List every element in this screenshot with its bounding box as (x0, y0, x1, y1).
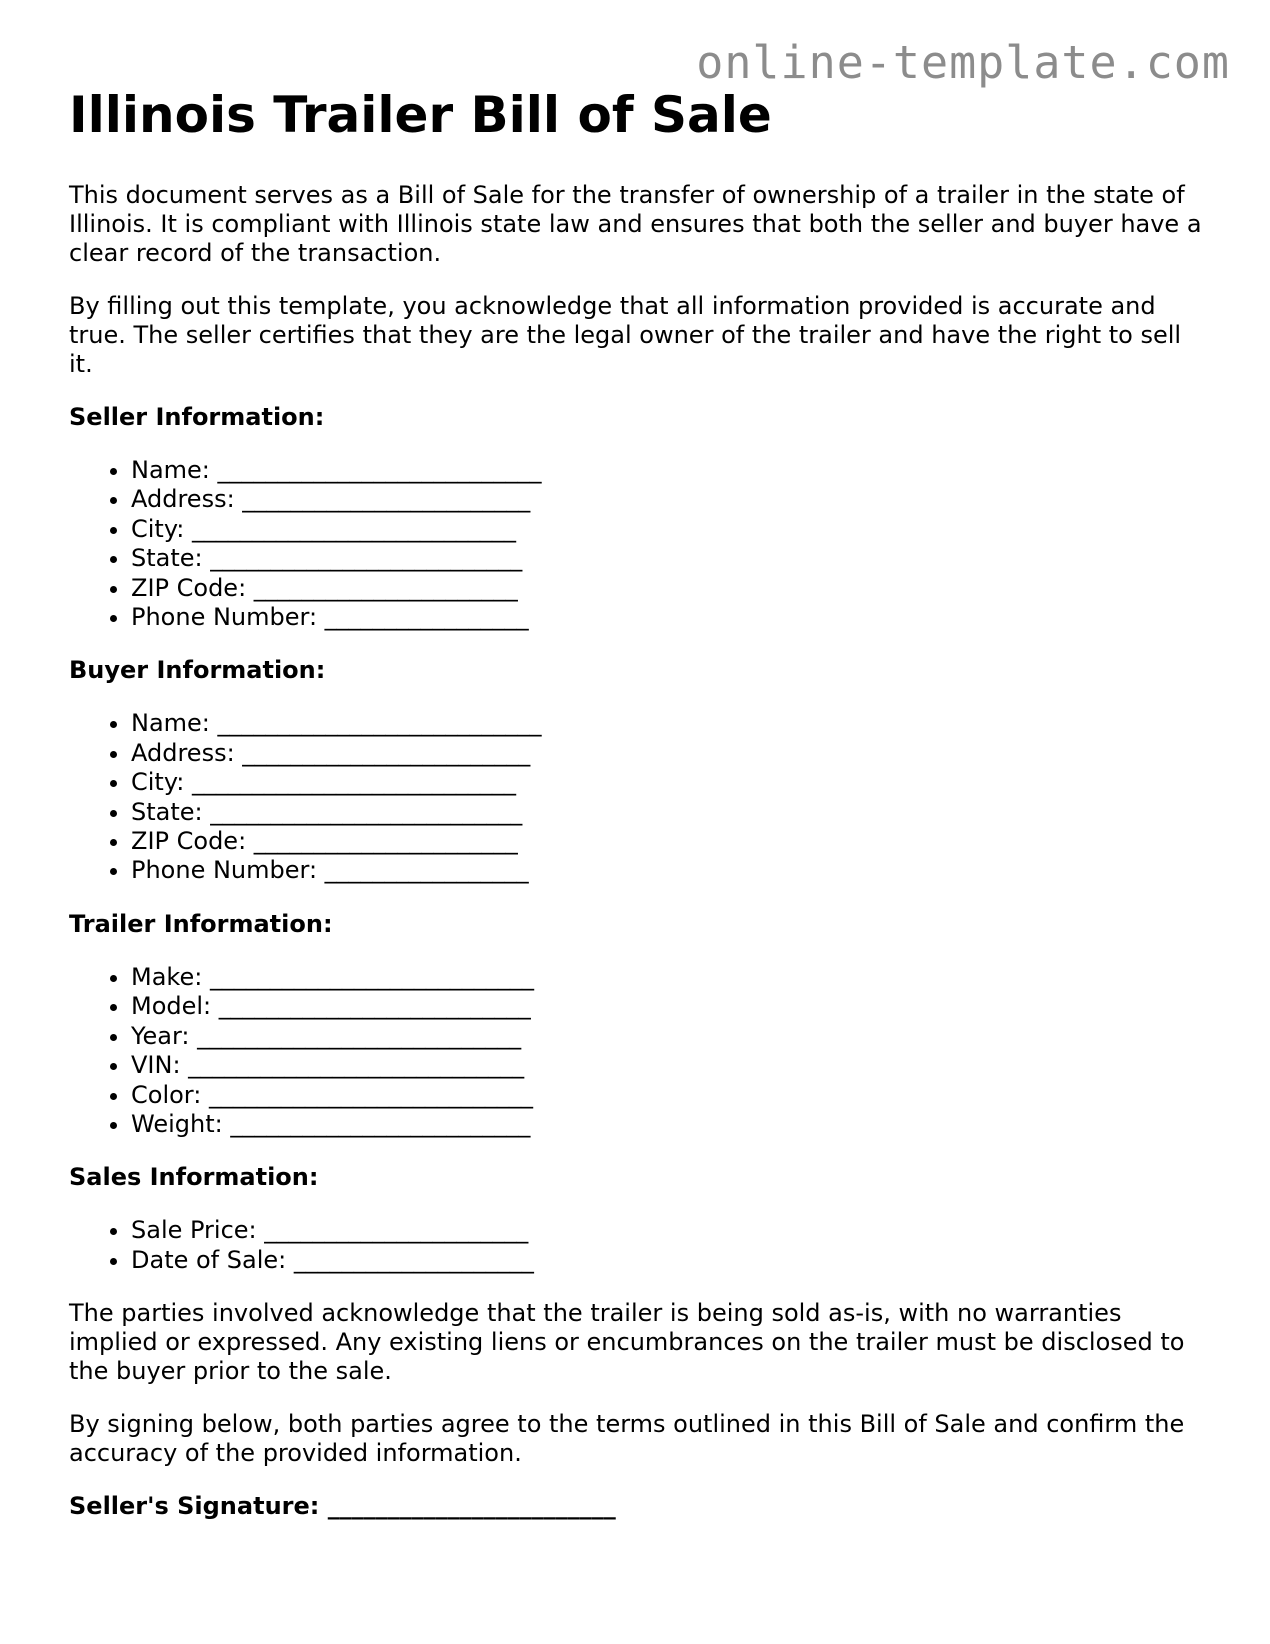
seller-address-field: • Address: ________________________ (131, 485, 1209, 514)
seller-fields-list (69, 456, 1209, 632)
trailer-fields-list (69, 963, 1209, 1139)
seller-zip-field: • ZIP Code: ______________________ (131, 574, 1209, 603)
sale-price-field: • Sale Price: ______________________ (131, 1216, 1209, 1245)
buyer-section-heading: Buyer Information: (69, 656, 326, 685)
watermark: online-template.com (696, 36, 1230, 89)
buyer-fields-list (69, 709, 1209, 885)
document-title: Illinois Trailer Bill of Sale (69, 86, 772, 144)
intro-paragraph: This document serves as a Bill of Sale for the transfer of ownership of a trailer in the state of Illinois. It is compliant with Illinois state law and ensures that both the seller and buyer have a clear record of the transaction. (69, 181, 1202, 267)
buyer-zip-field: • ZIP Code: ______________________ (131, 827, 1209, 856)
trailer-model-field: • Model: __________________________ (131, 992, 1209, 1021)
sale-date-field: • Date of Sale: ____________________ (131, 1246, 1209, 1275)
trailer-make-field: • Make: ___________________________ (131, 963, 1209, 992)
trailer-vin-field: • VIN: ____________________________ (131, 1051, 1209, 1080)
seller-signature-line: Seller's Signature: ________________________ (69, 1492, 616, 1521)
trailer-year-field: • Year: ___________________________ (131, 1022, 1209, 1051)
seller-name-field: • Name: ___________________________ (131, 456, 1209, 485)
agreement-paragraph: By signing below, both parties agree to the terms outlined in this Bill of Sale and confirm the accuracy of the provided information. (69, 1410, 1185, 1468)
trailer-color-field: • Color: ___________________________ (131, 1081, 1209, 1110)
sales-section-heading: Sales Information: (69, 1163, 319, 1192)
seller-section-heading: Seller Information: (69, 403, 325, 431)
sales-fields-list (69, 1216, 1209, 1275)
buyer-address-field: • Address: ________________________ (131, 739, 1209, 768)
buyer-city-field: • City: ___________________________ (131, 768, 1209, 797)
trailer-section-heading: Trailer Information: (69, 909, 333, 938)
seller-city-field: • City: ___________________________ (131, 515, 1209, 544)
acknowledgement-paragraph: By filling out this template, you acknowledge that all information provided is accurate and true. The seller certifies that they are the legal owner of the trailer and have the right to sell it. (69, 292, 1182, 378)
trailer-weight-field: • Weight: _________________________ (131, 1110, 1209, 1139)
as-is-paragraph: The parties involved acknowledge that the trailer is being sold as-is, with no warranties implied or expressed. Any existing liens or encumbrances on the trailer must be disclosed to the buyer prior to the sale. (69, 1299, 1185, 1386)
buyer-name-field: • Name: ___________________________ (131, 709, 1209, 738)
buyer-state-field: • State: __________________________ (131, 798, 1209, 827)
buyer-phone-field: • Phone Number: _________________ (131, 856, 1209, 885)
seller-state-field: • State: __________________________ (131, 544, 1209, 573)
seller-phone-field: • Phone Number: _________________ (131, 603, 1209, 632)
document-page (69, 88, 1209, 1545)
